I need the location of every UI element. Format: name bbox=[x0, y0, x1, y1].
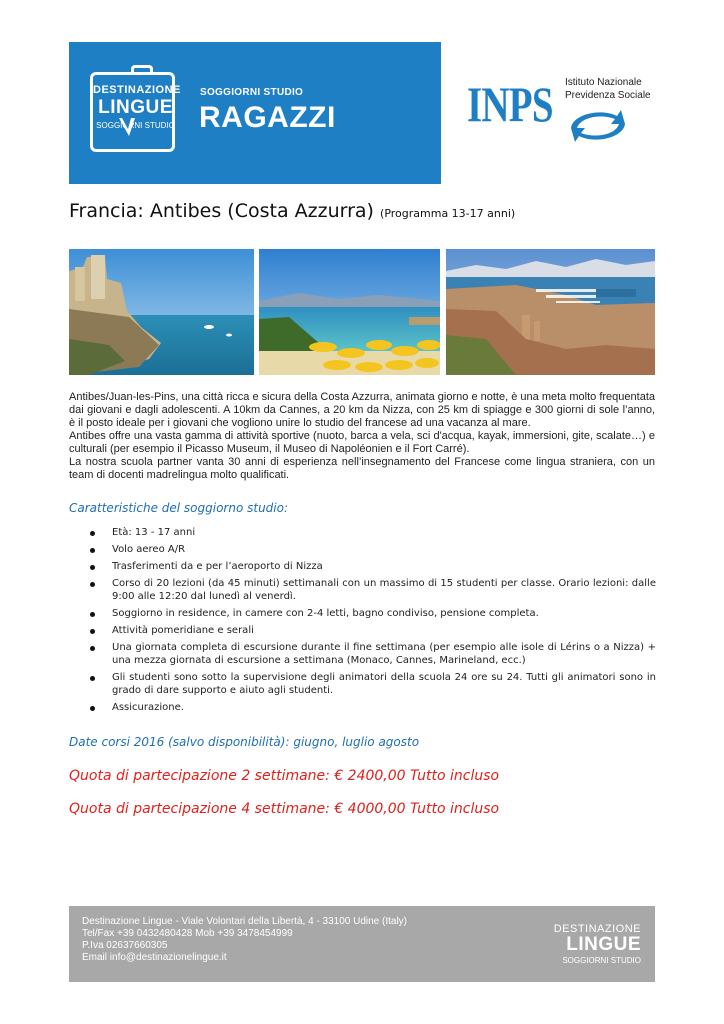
footer-logo-line2: LINGUE bbox=[566, 934, 641, 955]
banner-title: RAGAZZI bbox=[199, 101, 336, 134]
page-title-main: Francia: Antibes (Costa Azzurra) bbox=[69, 200, 374, 222]
destinazione-lingue-logo bbox=[90, 72, 181, 152]
footer-contact bbox=[82, 916, 407, 964]
intro-text bbox=[69, 391, 655, 482]
list-item: Volo aereo A/R bbox=[90, 543, 656, 556]
suitcase-handle-icon bbox=[131, 65, 153, 75]
list-item: Età: 13 - 17 anni bbox=[90, 526, 656, 539]
header-banner bbox=[69, 42, 441, 184]
inps-name-line1: Istituto Nazionale bbox=[565, 77, 642, 88]
list-item: Corso di 20 lezioni (da 45 minuti) settimanali con un massimo di 15 studenti per classe. Orario lezioni: dalle 9:00 alle 12:20 dal lunedì al venerdì. bbox=[90, 577, 656, 603]
footer-email: Email info@destinazionelingue.it bbox=[82, 952, 227, 963]
antibes-harbour-aerial-photo bbox=[446, 249, 655, 375]
bullet-icon bbox=[90, 676, 95, 681]
inps-logo bbox=[441, 42, 655, 184]
course-dates: Date corsi 2016 (salvo disponibilità): giugno, luglio agosto bbox=[69, 735, 420, 749]
antibes-castle-coast-photo bbox=[69, 249, 254, 375]
bullet-icon bbox=[90, 612, 95, 617]
features-list bbox=[90, 526, 656, 718]
logo-line3: SOGGIORNI STUDIO bbox=[96, 121, 175, 130]
footer-logo-line3: SOGGIORNI STUDIO bbox=[562, 956, 641, 965]
bullet-icon bbox=[90, 565, 95, 570]
bullet-icon bbox=[90, 548, 95, 553]
footer-address: Destinazione Lingue - Viale Volontari della Libertà, 4 - 33100 Udine (Italy) bbox=[82, 916, 408, 927]
intro-paragraph: Antibes offre una vasta gamma di attività sportive (nuoto, barca a vela, sci d'acqua, kayak, immersioni, gite, scalate…) e culturali (per esempio il Picasso Museum, il Museo di Napoléonien e il Fort Carré). bbox=[69, 430, 655, 455]
intro-paragraph: Antibes/Juan-les-Pins, una città ricca e sicura della Costa Azzurra, animata giorno e notte, è una meta molto frequentata dai giovani e dagli adolescenti. A 10km da Cannes, a 20 km da Nizza, con 25 km di spiagge e 300 giorni di sole l’anno, è il posto ideale per i giovani che vogliono unire lo studio del francese ad una vacanza al mare. bbox=[69, 391, 655, 429]
list-item: Trasferimenti da e per l’aeroporto di Nizza bbox=[90, 560, 656, 573]
page-title-sub: (Programma 13-17 anni) bbox=[380, 207, 516, 220]
features-heading: Caratteristiche del soggiorno studio: bbox=[69, 501, 289, 515]
price-4-weeks: Quota di partecipazione 4 settimane: € 4000,00 Tutto incluso bbox=[69, 801, 500, 817]
footer-phone: Tel/Fax +39 0432480428 Mob +39 3478454999 bbox=[82, 928, 293, 939]
inps-name-line2: Previdenza Sociale bbox=[565, 90, 651, 101]
beach-umbrellas-photo bbox=[259, 249, 440, 375]
list-item: Gli studenti sono sotto la supervisione degli animatori della scuola 24 ore su 24. Tutti gli animatori sono in grado di dare supporto e aiuto agli studenti. bbox=[90, 671, 656, 697]
price-2-weeks: Quota di partecipazione 2 settimane: € 2400,00 Tutto incluso bbox=[69, 768, 500, 784]
footer-vat: P.Iva 02637660305 bbox=[82, 940, 168, 951]
bullet-icon bbox=[90, 646, 95, 651]
logo-line2: LINGUE bbox=[98, 97, 173, 118]
circular-arrows-icon bbox=[565, 106, 631, 146]
bullet-icon bbox=[90, 629, 95, 634]
footer bbox=[69, 906, 655, 982]
list-item: Assicurazione. bbox=[90, 701, 656, 714]
inps-wordmark: INPS bbox=[467, 76, 553, 132]
bullet-icon bbox=[90, 531, 95, 536]
bullet-icon bbox=[90, 582, 95, 587]
logo-line1: DESTINAZIONE bbox=[93, 84, 181, 96]
list-item: Soggiorno in residence, in camere con 2-4 letti, bagno condiviso, pensione completa. bbox=[90, 607, 656, 620]
intro-paragraph: La nostra scuola partner vanta 30 anni di esperienza nell’insegnamento del Francese come lingua straniera, con un team di docenti madrelingua molto qualificati. bbox=[69, 456, 655, 481]
banner-subtitle: SOGGIORNI STUDIO bbox=[200, 87, 304, 98]
list-item: Attività pomeridiane e serali bbox=[90, 624, 656, 637]
bullet-icon bbox=[90, 706, 95, 711]
list-item: Una giornata completa di escursione durante il fine settimana (per esempio alle isole di Lérins o a Nizza) + una mezza giornata di escursione a settimana (Monaco, Cannes, Marineland, ecc.) bbox=[90, 641, 656, 667]
page-title bbox=[69, 200, 515, 222]
footer-logo-line1: DESTINAZIONE bbox=[553, 923, 641, 935]
